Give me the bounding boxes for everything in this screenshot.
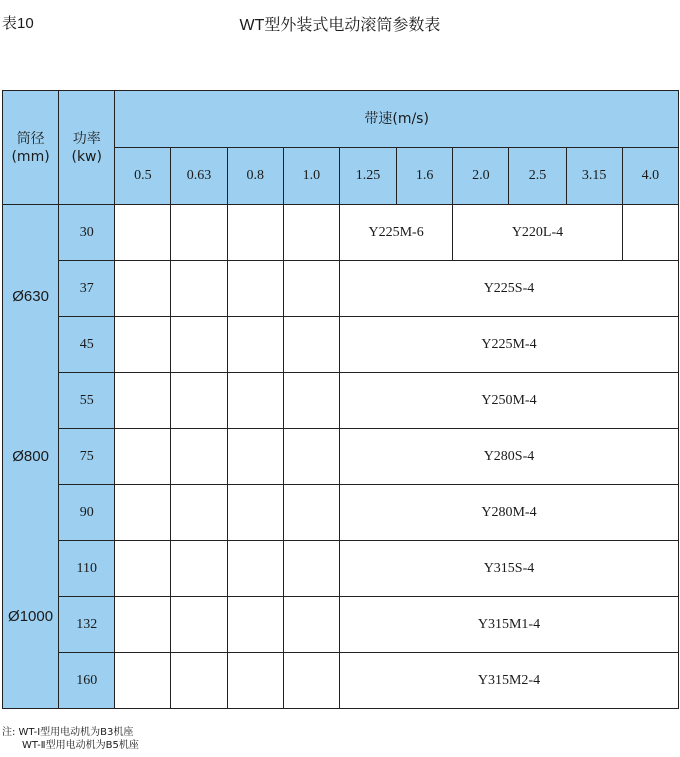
empty-cell <box>115 373 171 429</box>
empty-cell <box>283 485 339 541</box>
power-cell: 110 <box>59 541 115 597</box>
power-cell: 55 <box>59 373 115 429</box>
speed-header: 1.0 <box>283 148 339 205</box>
footnote-line: 注: WT-Ⅰ型用电动机为B3机座 <box>2 727 134 738</box>
empty-cell <box>115 485 171 541</box>
empty-cell <box>283 261 339 317</box>
diameter-header-label: 筒径 <box>16 130 45 147</box>
parameter-table <box>2 90 679 709</box>
diameter-value: Ø1000 <box>8 608 54 625</box>
table-row <box>3 485 679 541</box>
empty-cell <box>227 317 283 373</box>
power-cell: 90 <box>59 485 115 541</box>
empty-cell <box>227 541 283 597</box>
empty-cell <box>171 261 227 317</box>
power-column-header <box>59 91 115 205</box>
power-header-label: 功率 <box>72 130 101 147</box>
table-row <box>3 541 679 597</box>
empty-cell <box>171 541 227 597</box>
motor-cell: Y250M-4 <box>339 373 678 429</box>
empty-cell <box>115 205 171 261</box>
empty-cell <box>171 205 227 261</box>
empty-cell <box>283 653 339 709</box>
speed-group-header: 带速(m/s) <box>115 91 679 148</box>
empty-cell <box>283 373 339 429</box>
table-row <box>3 373 679 429</box>
empty-cell <box>115 541 171 597</box>
motor-cell: Y220L-4 <box>453 205 622 261</box>
speed-header: 1.6 <box>397 148 453 205</box>
empty-cell <box>622 205 678 261</box>
motor-cell: Y225M-6 <box>339 205 452 261</box>
power-cell: 160 <box>59 653 115 709</box>
empty-cell <box>115 261 171 317</box>
empty-cell <box>171 317 227 373</box>
power-cell: 75 <box>59 429 115 485</box>
speed-header: 2.0 <box>453 148 509 205</box>
motor-cell: Y280S-4 <box>339 429 678 485</box>
speed-header: 3.15 <box>566 148 622 205</box>
diameter-value: Ø630 <box>12 288 49 305</box>
power-cell: 45 <box>59 317 115 373</box>
empty-cell <box>283 317 339 373</box>
diameter-header-unit: (mm) <box>11 148 50 165</box>
empty-cell <box>227 485 283 541</box>
motor-cell: Y225S-4 <box>339 261 678 317</box>
diameter-value: Ø800 <box>12 448 49 465</box>
speed-header: 0.63 <box>171 148 227 205</box>
empty-cell <box>171 373 227 429</box>
table-row <box>3 317 679 373</box>
motor-cell: Y315S-4 <box>339 541 678 597</box>
diameter-cell <box>3 205 59 709</box>
power-cell: 132 <box>59 597 115 653</box>
table-number-label: 表10 <box>2 15 34 32</box>
motor-cell: Y315M1-4 <box>339 597 678 653</box>
power-cell: 37 <box>59 261 115 317</box>
power-header-unit: (kw) <box>71 148 102 165</box>
footnote-line: WT-Ⅱ型用电动机为B5机座 <box>22 740 139 751</box>
power-cell: 30 <box>59 205 115 261</box>
empty-cell <box>227 597 283 653</box>
page-title: WT型外装式电动滚筒参数表 <box>239 17 441 34</box>
empty-cell <box>115 429 171 485</box>
speed-header: 2.5 <box>509 148 566 205</box>
empty-cell <box>283 429 339 485</box>
table-row <box>3 597 679 653</box>
motor-cell: Y280M-4 <box>339 485 678 541</box>
speed-header: 0.5 <box>115 148 171 205</box>
empty-cell <box>115 317 171 373</box>
empty-cell <box>283 597 339 653</box>
empty-cell <box>171 429 227 485</box>
empty-cell <box>171 485 227 541</box>
table-row <box>3 205 679 261</box>
empty-cell <box>227 373 283 429</box>
empty-cell <box>115 653 171 709</box>
empty-cell <box>171 597 227 653</box>
empty-cell <box>171 653 227 709</box>
motor-cell: Y315M2-4 <box>339 653 678 709</box>
empty-cell <box>227 261 283 317</box>
empty-cell <box>227 429 283 485</box>
diameter-column-header <box>3 91 59 205</box>
motor-cell: Y225M-4 <box>339 317 678 373</box>
speed-header: 4.0 <box>622 148 678 205</box>
speed-header: 1.25 <box>339 148 396 205</box>
empty-cell <box>283 541 339 597</box>
empty-cell <box>227 653 283 709</box>
footnote <box>2 726 139 752</box>
empty-cell <box>227 205 283 261</box>
table-row <box>3 653 679 709</box>
empty-cell <box>283 205 339 261</box>
table-row <box>3 429 679 485</box>
speed-header: 0.8 <box>227 148 283 205</box>
table-row <box>3 261 679 317</box>
empty-cell <box>115 597 171 653</box>
